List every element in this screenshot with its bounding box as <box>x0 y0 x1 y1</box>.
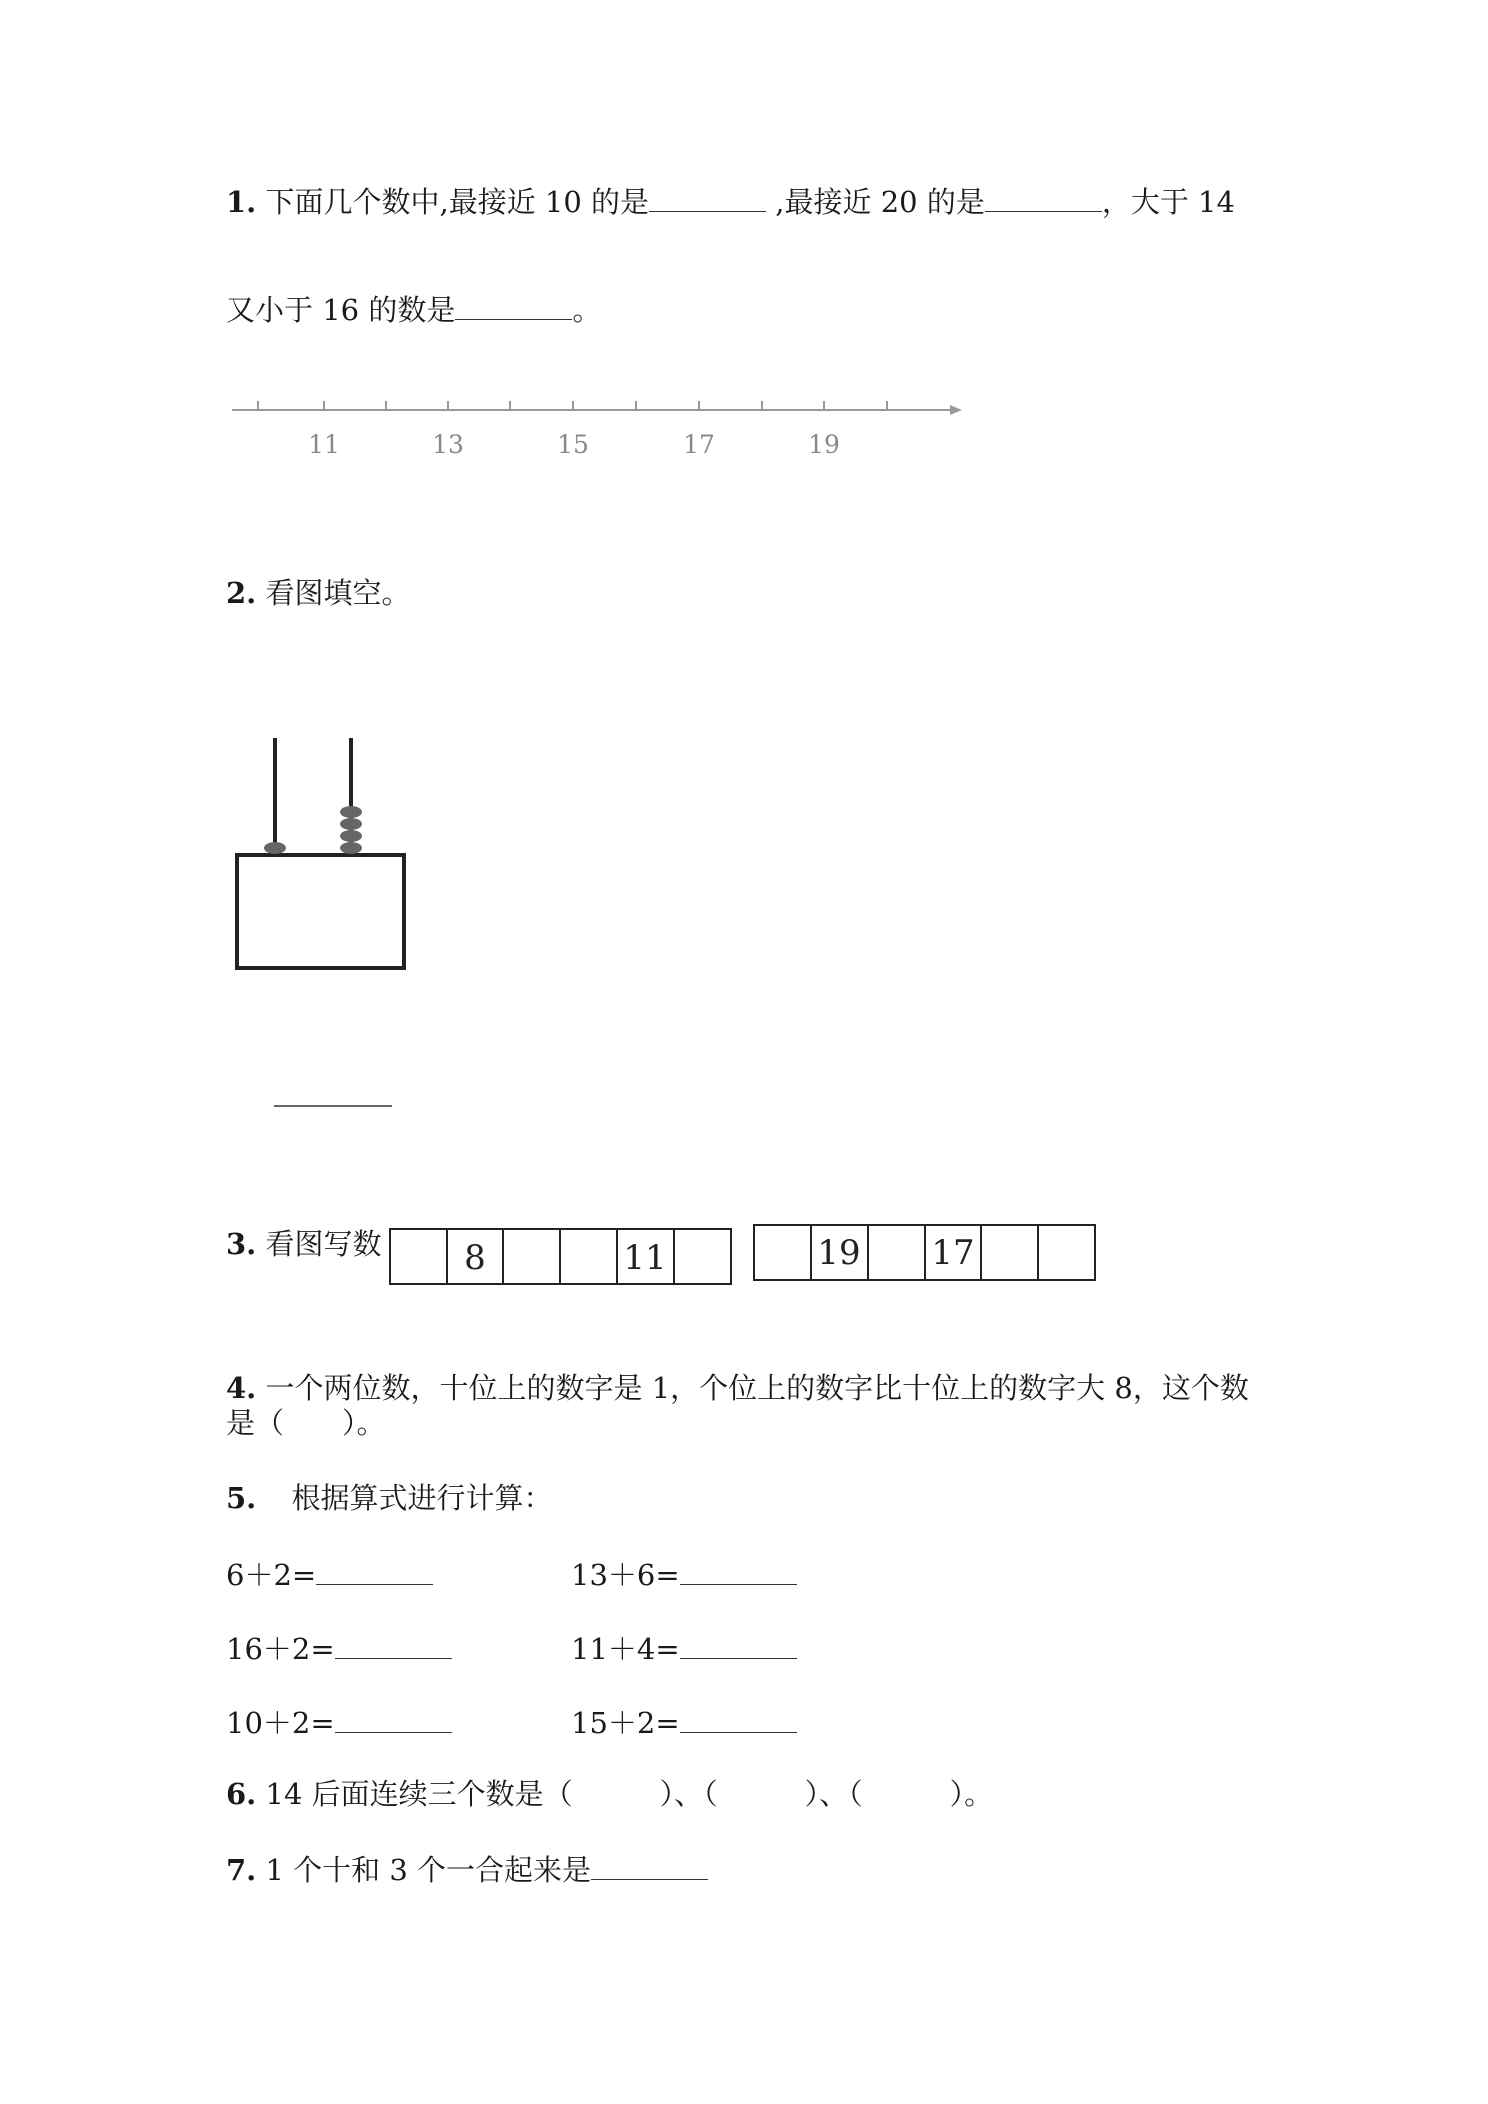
abacus <box>237 738 404 968</box>
question-5 <box>226 1480 553 1518</box>
expression-row <box>226 1555 433 1595</box>
number-boxes-a <box>390 1229 731 1284</box>
question-4-text: 一个两位数，十位上的数字是 1，个位上的数字比十位上的数字大 8，这个数 <box>265 1371 1249 1405</box>
expression-row <box>571 1629 797 1669</box>
expression: 16＋2= <box>226 1632 335 1666</box>
expression-row <box>571 1555 797 1595</box>
number-line-label: 15 <box>557 430 589 459</box>
question-1-text-c: ，大于 14 <box>1101 185 1235 219</box>
box-b-value: 17 <box>931 1233 975 1273</box>
abacus-frame <box>237 855 404 968</box>
question-1-number: 1. <box>226 185 257 219</box>
box-b-value: 19 <box>817 1233 861 1273</box>
expression-row <box>226 1703 452 1743</box>
question-3-number: 3. <box>226 1227 257 1261</box>
expression: 6＋2= <box>226 1558 317 1592</box>
question-3-text: 看图写数 <box>265 1227 382 1261</box>
expression-answer-blank[interactable] <box>335 1629 452 1659</box>
number-boxes-b <box>754 1225 1095 1280</box>
question-6 <box>226 1776 993 1814</box>
expression-row <box>226 1629 452 1669</box>
box-a-value: 11 <box>623 1238 667 1278</box>
box-a-value: 8 <box>464 1238 486 1278</box>
number-line-label: 13 <box>432 430 464 459</box>
question-7-text: 1 个十和 3 个一合起来是 <box>265 1853 592 1887</box>
abacus-bead <box>264 842 286 854</box>
number-line <box>232 401 962 415</box>
expression: 11＋4= <box>571 1632 680 1666</box>
question-1-text-e: 。 <box>572 293 602 327</box>
question-2-number: 2. <box>226 576 257 610</box>
question-5-text: 根据算式进行计算： <box>291 1481 553 1515</box>
question-2-text: 看图填空。 <box>265 576 411 610</box>
question-6-text: 14 后面连续三个数是（ ）、（ ）、（ ）。 <box>265 1777 994 1811</box>
expression-answer-blank[interactable] <box>335 1703 452 1733</box>
question-1-text-a: 下面几个数中,最接近 10 的是 <box>265 185 650 219</box>
question-1-text-b: ,最接近 20 的是 <box>766 185 985 219</box>
question-2 <box>226 575 411 613</box>
question-3 <box>226 1226 382 1264</box>
abacus-bead <box>340 830 362 842</box>
question-6-number: 6. <box>226 1777 257 1811</box>
expression: 15＋2= <box>571 1706 680 1740</box>
expression-row <box>571 1703 797 1743</box>
expression-answer-blank[interactable] <box>680 1629 797 1659</box>
question-1-text-d: 又小于 16 的数是 <box>226 293 456 327</box>
number-line-label: 11 <box>308 430 340 459</box>
abacus-bead <box>340 818 362 830</box>
question-7-answer-blank[interactable] <box>591 1850 708 1880</box>
question-7-number: 7. <box>226 1853 257 1887</box>
question-5-number: 5. <box>226 1481 257 1515</box>
abacus-bead <box>340 842 362 854</box>
expression: 10＋2= <box>226 1706 335 1740</box>
abacus-bead <box>340 806 362 818</box>
expression: 13＋6= <box>571 1558 680 1592</box>
expression-answer-blank[interactable] <box>680 1703 797 1733</box>
question-7 <box>226 1850 708 1890</box>
expression-answer-blank[interactable] <box>316 1555 433 1585</box>
question-4-text-2: 是（ ）。 <box>226 1406 386 1440</box>
number-line-label: 17 <box>683 430 715 459</box>
question-4-number: 4. <box>226 1371 257 1405</box>
number-line-label: 19 <box>808 430 840 459</box>
question-4-line-2 <box>226 1405 386 1443</box>
expression-answer-blank[interactable] <box>680 1555 797 1585</box>
question-4-line-1 <box>226 1370 1249 1408</box>
